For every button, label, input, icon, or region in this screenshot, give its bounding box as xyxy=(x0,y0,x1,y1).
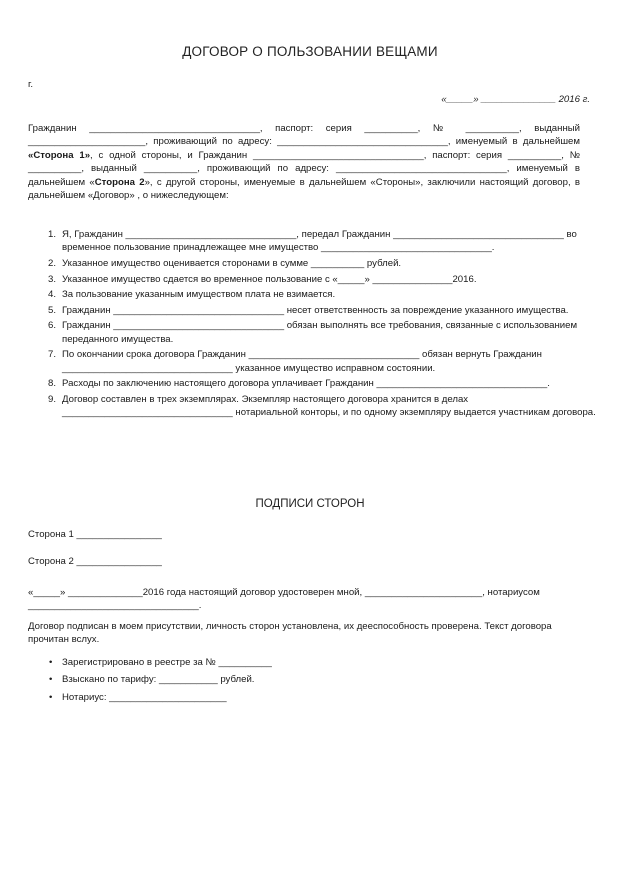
term-text: Указанное имущество сдается во временное пользование с «_____» _______________2016. xyxy=(62,273,477,285)
signatures-title: ПОДПИСИ СТОРОН xyxy=(255,498,365,510)
term-number: 7. xyxy=(48,349,57,361)
term-item xyxy=(48,348,620,375)
term-number: 5. xyxy=(48,304,57,316)
term-item xyxy=(48,273,620,286)
registry-item xyxy=(49,673,462,686)
term-item xyxy=(48,393,620,420)
registry-text: Взыскано по тарифу: ___________ рублей. xyxy=(62,674,255,686)
registry-text: Нотариус: ______________________ xyxy=(62,691,227,703)
term-text: Гражданин ________________________________ несет ответственность за повреждение указанного имущества. xyxy=(62,304,569,316)
side-2-signature: Сторона 2 ________________ xyxy=(28,556,162,567)
side-1-signature: Сторона 1 ________________ xyxy=(28,529,162,540)
registry-list xyxy=(28,656,462,708)
term-number: 6. xyxy=(48,320,57,332)
notarized-statement: Договор подписан в моем присутствии, личность сторон установлена, их дееспособность проверена. Текст договора прочитан вслух. xyxy=(28,621,552,646)
intro-part-3: », с другой стороны, именуемые в дальнейшем «Стороны», заключили настоящий договор, в дальнейшем «Договор» , о нижеследующем: xyxy=(28,176,580,202)
term-number: 3. xyxy=(48,273,57,285)
registry-text: Зарегистрировано в реестре за № __________ xyxy=(62,657,272,668)
bullet-icon: • xyxy=(49,691,53,703)
term-text: Договор составлен в трех экземплярах. Экземпляр настоящего договора хранится в делах ________________________________ нотариальной конторы, и по одному экземпляру выдается участникам договора. xyxy=(62,393,596,419)
term-item xyxy=(48,319,620,346)
intro-part-2: , с одной стороны, и Гражданин ________________________________, паспорт: серия __________, № __________, выданный __________, проживающий по адресу: ________________________________, именуемый в дальнейшем « xyxy=(28,149,580,188)
term-text: Гражданин ________________________________ обязан выполнять все требования, связанные с использованием переданного имущества. xyxy=(62,320,578,345)
party-1-label: «Сторона 1» xyxy=(28,149,91,161)
contract-date: «_____» ______________ 2016 г. xyxy=(441,94,590,105)
intro-paragraph xyxy=(28,122,580,202)
term-text: Указанное имущество оценивается сторонами в сумме __________ рублей. xyxy=(62,258,402,269)
document-title: ДОГОВОР О ПОЛЬЗОВАНИИ ВЕЩАМИ xyxy=(182,44,438,59)
term-item xyxy=(48,377,620,390)
term-text: По окончании срока договора Гражданин ________________________________ обязан вернуть Гражданин ________________________________ указанное имущество исправном состоянии. xyxy=(62,349,542,374)
term-number: 1. xyxy=(48,229,57,240)
intro-part-1: Гражданин ________________________________, паспорт: серия __________, № __________, выданный ______________________, проживающий по адресу: ________________________________, именуемый в дальнейшем xyxy=(28,123,580,148)
term-number: 8. xyxy=(48,378,57,390)
term-text: Расходы по заключению настоящего договора уплачивает Гражданин ________________________________. xyxy=(62,378,550,390)
certification-text: «_____» ______________2016 года настоящий договор удостоверен мной, ______________________, нотариусом ________________________________. xyxy=(28,587,540,612)
term-text: Я, Гражданин ________________________________, передал Гражданин ________________________________ во временное пользование принадлежащее мне имущество ________________________________. xyxy=(62,229,577,254)
registry-item xyxy=(49,691,462,704)
terms-list xyxy=(28,228,620,422)
term-text: За пользование указанным имуществом плата не взимается. xyxy=(62,289,336,301)
term-number: 4. xyxy=(48,289,57,301)
term-item xyxy=(48,228,620,255)
party-2-label: Сторона 2 xyxy=(94,176,145,188)
term-item xyxy=(48,304,620,317)
bullet-icon: • xyxy=(49,657,53,668)
registry-item xyxy=(49,656,462,669)
term-number: 2. xyxy=(48,258,57,269)
bullet-icon: • xyxy=(49,674,53,686)
term-number: 9. xyxy=(48,393,57,405)
term-item xyxy=(48,288,620,301)
city-label: г. xyxy=(28,79,33,90)
term-item xyxy=(48,257,620,270)
